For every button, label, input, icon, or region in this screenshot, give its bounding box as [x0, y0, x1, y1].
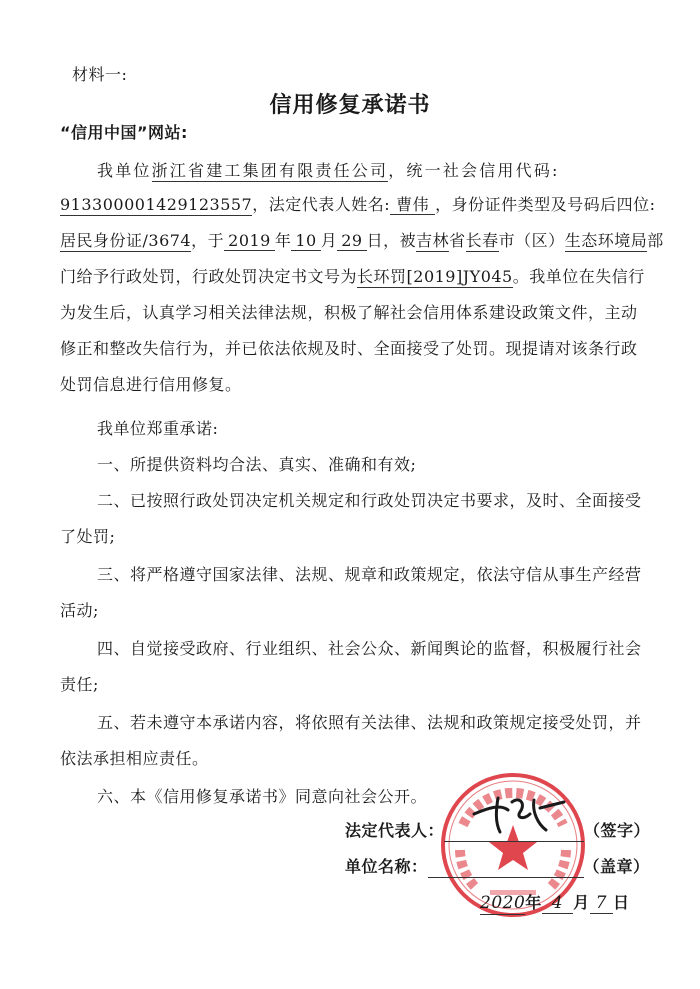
body-line-3: 居民身份证/3674，于 2019 年 10 月 29 日，被吉林省长春市（区）生态环境局部 [60, 231, 664, 250]
promise-3-cont: 活动; [60, 601, 99, 620]
rep-sign-row [345, 820, 650, 842]
promise-4-cont: 责任; [60, 675, 99, 694]
penalty-year: 2019 [224, 231, 275, 251]
body-line-2 [60, 194, 656, 216]
material-label: 材料一: [72, 65, 128, 84]
unit-name: 浙江省建工集团有限责任公司 [151, 161, 389, 180]
province: 吉林 [416, 231, 450, 250]
promise-6: 六、本《信用修复承诺书》同意向社会公开。 [97, 787, 428, 806]
body-line-4: 门给予行政处罚，行政处罚决定书文号为长环罚[2019]JY045。我单位在失信行 [60, 267, 645, 286]
penalty-month: 10 [291, 231, 320, 251]
promise-5: 五、若未遵守本承诺内容，将依照有关法律、法规和政策规定接受处罚，并 [97, 713, 642, 732]
sign-day: 7 [590, 893, 613, 914]
rep-label: ，法定代表人姓名: [252, 195, 391, 214]
unit-name-label: 单位名称： [345, 857, 428, 876]
bureau: 生态环境局 [564, 231, 648, 250]
promise-1: 一、所提供资料均合法、真实、准确和有效; [97, 455, 417, 474]
sign-year: 2020 [480, 893, 526, 913]
city: 长春 [465, 231, 499, 250]
promise-4: 四、自觉接受政府、行业组织、社会公众、新闻舆论的监督，积极履行社会 [97, 639, 642, 658]
seal-note: （盖章） [583, 857, 650, 876]
promise-5-cont: 依法承担相应责任。 [60, 749, 209, 768]
promise-2-cont: 了处罚; [60, 527, 116, 546]
unit-name-field [428, 859, 584, 878]
promise-2: 二、已按照行政处罚决定机关规定和行政处罚决定书要求，及时、全面接受 [97, 491, 642, 510]
promise-3: 三、将严格遵守国家法律、法规、规章和政策规定，依法守信从事生产经营 [97, 565, 642, 584]
id-value: 居民身份证/3674 [60, 231, 192, 250]
body-line-7: 处罚信息进行信用修复。 [60, 375, 242, 394]
addressee: “信用中国”网站: [60, 123, 188, 142]
rep-sign-label: 法定代表人： [345, 821, 445, 840]
decision-doc-number: 长环罚[2019]JY045 [357, 267, 513, 286]
credit-code-label: ，统一社会信用代码: [388, 161, 560, 180]
unit-seal-row [345, 856, 650, 878]
body-line-1 [97, 160, 560, 182]
penalty-day: 29 [337, 231, 366, 251]
unit-prefix: 我单位 [97, 161, 152, 180]
credit-code: 913300001429123557 [60, 195, 253, 214]
sign-note: （签字） [584, 821, 651, 840]
id-label: ，身份证件类型及号码后四位: [435, 195, 656, 214]
promise-intro: 我单位郑重承诺: [97, 419, 219, 438]
sign-date-row: 2020年 4 月 7 日 [480, 893, 630, 913]
rep-sign-field [444, 823, 584, 842]
body-line-5: 为发生后，认真学习相关法律法规，积极了解社会信用体系建设政策文件，主动 [60, 303, 638, 322]
body-line-6: 修正和整改失信行为，并已依法依规及时、全面接受了处罚。现提请对该条行政 [60, 339, 638, 358]
page-title: 信用修复承诺书 [269, 93, 431, 118]
sign-month: 4 [542, 893, 573, 914]
rep-name: 曹伟 [390, 195, 435, 215]
